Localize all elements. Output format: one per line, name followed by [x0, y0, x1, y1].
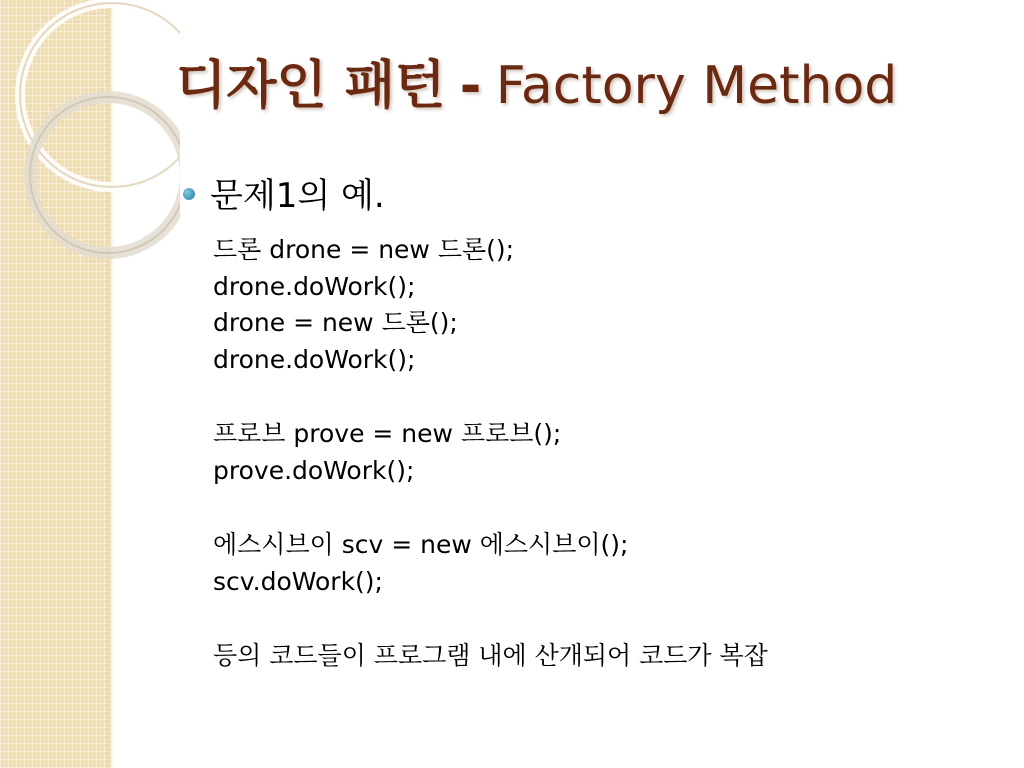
code-line: drone.doWork();	[213, 271, 416, 301]
code-line: prove.doWork();	[213, 455, 415, 485]
code-example	[213, 232, 1003, 675]
bullet-text: 문제1의 예.	[210, 176, 385, 216]
bullet-dot-icon	[183, 188, 195, 200]
code-line: drone = new 드론();	[213, 308, 458, 337]
code-line: 에스시브이 scv = new 에스시브이();	[213, 530, 629, 559]
slide-title	[176, 58, 897, 115]
code-line: scv.doWork();	[213, 566, 383, 596]
block-spacer	[213, 489, 1003, 527]
code-line: 드론 drone = new 드론();	[213, 235, 515, 264]
code-line: 프로브 prove = new 프로브();	[213, 419, 562, 448]
code-line: drone.doWork();	[213, 344, 416, 374]
side-panel-edge	[108, 0, 114, 768]
title-english: Factory Method	[495, 56, 898, 116]
summary-line: 등의 코드들이 프로그램 내에 산개되어 코드가 복잡	[213, 641, 768, 670]
block-spacer	[213, 378, 1003, 416]
title-korean: 디자인 패턴	[176, 56, 446, 116]
side-panel-pattern	[0, 0, 112, 768]
bullet-item	[183, 168, 385, 217]
block-spacer	[213, 600, 1003, 638]
title-separator: -	[459, 56, 482, 116]
